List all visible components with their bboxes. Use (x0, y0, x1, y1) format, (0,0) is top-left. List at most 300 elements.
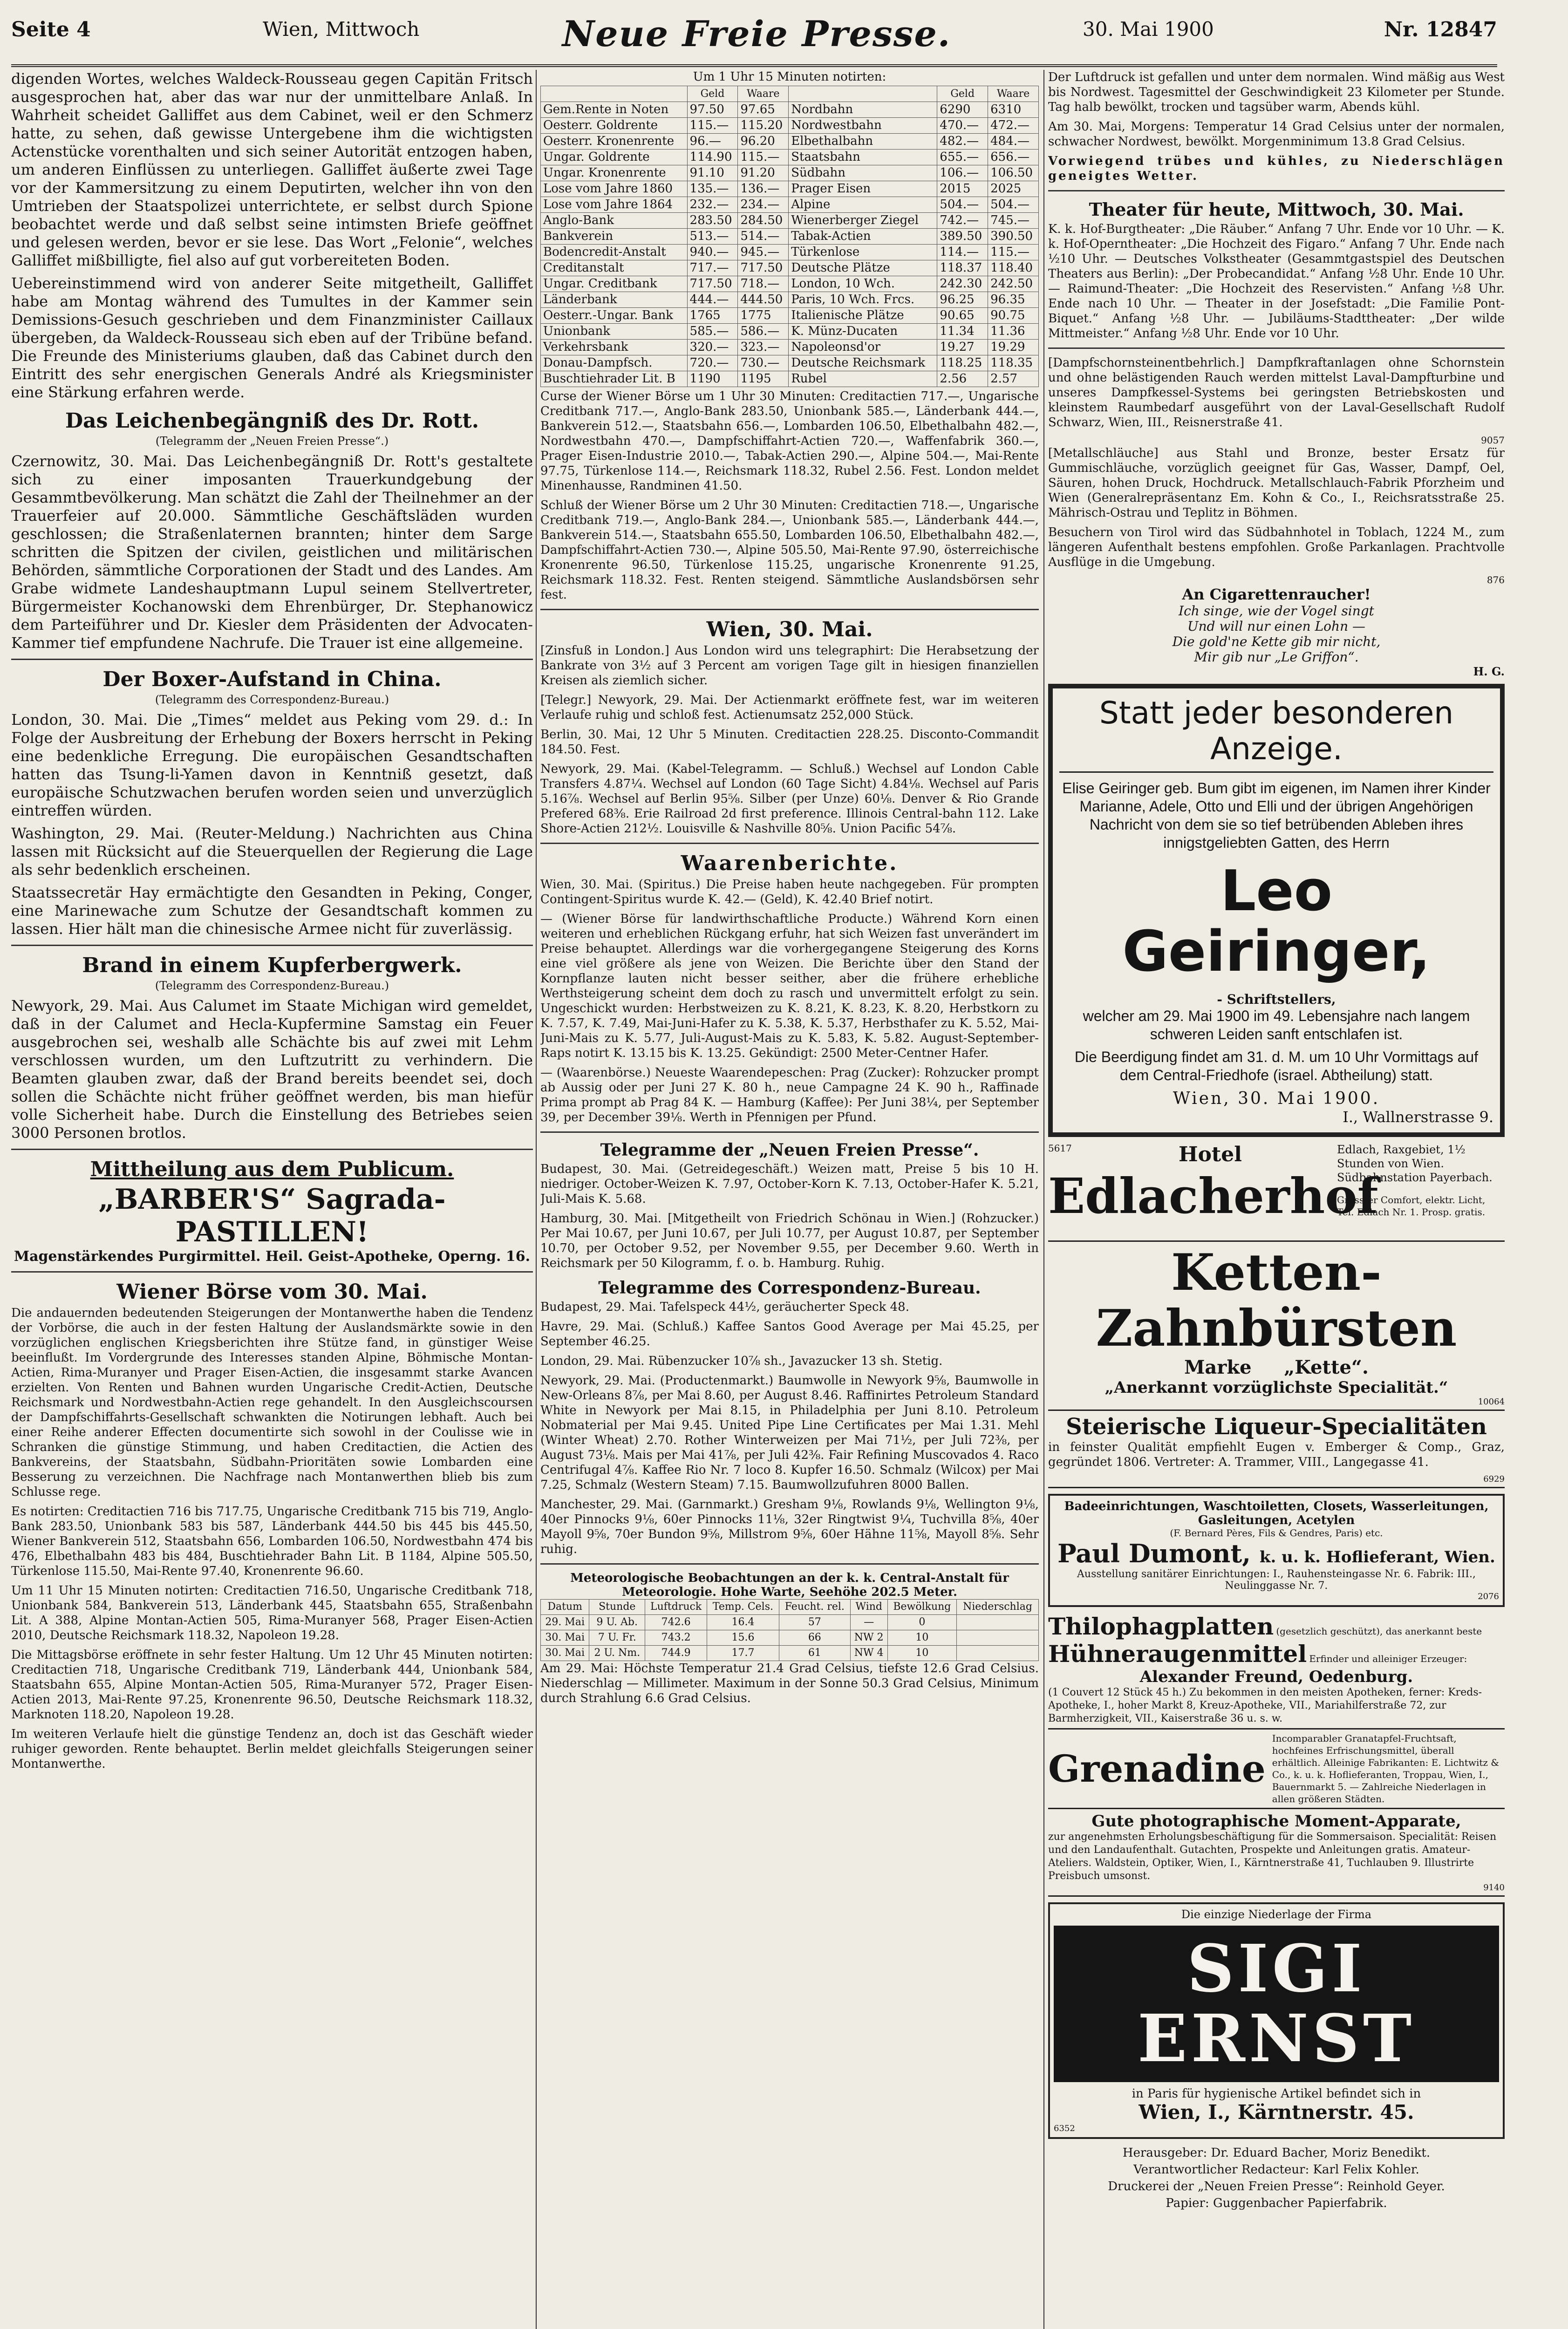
quote-cell: 730.— (738, 355, 789, 371)
article-paragraph: digenden Wortes, welches Waldeck-Rousseau gegen Capitän Fritsch ausgesprochen hat, aber das war nur der unmittelbare Anlaß. In Wahrheit scheidet Galliffet aus dem Cabinet, weil er den Schmerz hatte, zu sehen, daß gewisse Untergebene ihm die wichtigsten Actenstücke vorenthalten und sich seiner Autorität entzogen haben, um anderen Einflüssen zu unterliegen. Galliffet äußerte zwei Tage vor der Kammersitzung zu einem Deputirten, welcher ihn von den Umtrieben der Staatspolizei unterrichtete, er selbst durch Spione beobachtet werde und daß selbst seine intimsten Briefe geöffnet und gelesen werden, bevor er sie lese. Das Wort „Felonie“, welches Galliffet mißbilligte, fiel also auf gut vorbereiteten Boden. (11, 70, 533, 269)
headline: Telegramme des Correspondenz-Bureau. (598, 1278, 981, 1298)
quote-cell: 11.34 (937, 324, 988, 340)
quote-cell: Lose vom Jahre 1860 (541, 181, 688, 197)
article-paragraph: Uebereinstimmend wird von anderer Seite mitgetheilt, Galliffet habe am Montag während des Tumultes in der Kammer sein Demissions-Gesuch geschrieben und dem Finanzminister Caillaux übergeben, da Waldeck-Rousseau sich eben auf der Tribüne befand. Die Freunde des Ministeriums glauben, daß das Cabinet durch den Eintritt des sehr energischen Generals André als Kriegsminister eine Stärkung erfahren werde. (11, 274, 533, 401)
weather-cell (956, 1615, 1038, 1630)
quote-cell: 91.20 (738, 165, 789, 181)
thilo-maker: Alexander Freund, Oedenburg. (1139, 1668, 1413, 1686)
quote-cell: 118.35 (988, 355, 1039, 371)
thilo-ad (1048, 1613, 1505, 1730)
divider (540, 1563, 1039, 1565)
article-paragraph: Wien, 30. Mai. (Spiritus.) Die Preise haben heute nachgegeben. Für prompten Contingent-Spiritus wurde K. 42.— (Geld), K. 42.40 Brief notirt. (540, 878, 1039, 906)
quote-cell: 6310 (988, 102, 1039, 118)
thilo-product: Hühneraugenmittel (1048, 1640, 1307, 1668)
dumont-name: Paul Dumont, (1057, 1539, 1251, 1568)
quote-cell: 96.25 (937, 292, 988, 308)
toothbrush-marke: Marke (1184, 1356, 1252, 1378)
weather-table (540, 1599, 1039, 1661)
imprint-line: Verantwortlicher Redacteur: Karl Felix Kohler. (1133, 2163, 1419, 2177)
column-1 (11, 70, 533, 2329)
quote-cell: 118.37 (937, 260, 988, 276)
weather-header-cell: Wind (850, 1600, 887, 1615)
article-paragraph: Washington, 29. Mai. (Reuter-Meldung.) Nachrichten aus China lassen mit Rücksicht auf die Steuerquellen der Regierung die Lage als sehr bedenklich erscheinen. (11, 824, 533, 878)
headline: Brand in einem Kupferbergwerk. (82, 953, 462, 977)
grenadine-text: Incomparabler Granatapfel-Fruchtsaft, hochfeines Erfrischungsmittel, überall erhältlich. Alleinige Fabrikanten: E. Lichtwitz & Co., k. u. k. Hoflieferanten, Troppau, Wien, I., Bauernmarkt 5. — Zahlreiche Niederlagen in allen größeren Städten. (1272, 1733, 1500, 1805)
quote-cell: 114.— (937, 245, 988, 260)
quote-cell: 745.— (988, 213, 1039, 229)
weather-cell: 0 (887, 1615, 956, 1630)
article-paragraph: Staatssecretär Hay ermächtigte den Gesandten in Peking, Conger, eine Marinewache zum Schutze der Gesandtschaft kommen zu lassen. Hier hält man die chinesische Armee nicht für zuverlässig. (11, 884, 533, 938)
article-paragraph: Budapest, 29. Mai. Tafelspeck 44½, geräucherter Speck 48. (540, 1300, 909, 1314)
section-heading: Wiener Börse vom 30. Mai. (116, 1280, 428, 1304)
ad-number: 6352 (1054, 2124, 1075, 2133)
weather-heading: Meteorologische Beobachtungen an der k. k. Central-Anstalt für Meteorologie. Hohe Warte, Seehöhe 202.5 Meter. (570, 1571, 1009, 1599)
quote-cell: 586.— (738, 324, 789, 340)
death-notice (1048, 684, 1505, 1137)
photo-heading: Gute photographische Moment-Apparate, (1091, 1812, 1461, 1831)
quote-row (541, 197, 1039, 213)
quote-cell: Ungar. Goldrente (541, 150, 688, 165)
article-paragraph: [Telegr.] Newyork, 29. Mai. Der Actienmarkt eröffnete fest, war im weiteren Verlaufe ruhig und schloß fest. Actienumsatz 252,000 Stück. (540, 693, 1039, 722)
quote-cell: 96.20 (738, 134, 789, 150)
hotel-location: Edlach, Raxgebiet, 1½ Stunden von Wien. Südbahnstation Payerbach. (1337, 1143, 1493, 1184)
quote-cell: 19.27 (937, 340, 988, 355)
article-paragraph: Die andauernden bedeutenden Steigerungen der Montanwerthe haben die Tendenz der Vorbörse, die auch in der festen Haltung der Auslandsmärkte sowie in den vorzüglichen englischen Kriegsberichten ihre Stütze fand, in günstiger Weise beeinflußt. Im Vordergrunde des Interesses standen Alpine, Böhmische Montan-Actien, Rima-Muranyer und Prager Eisen-Actien, die insgesammt starke Avancen erzielten. Von Renten und Bahnen wurden Ungarische Credit-Actien, Deutsche Reichsmark und Nordwestbahn-Actien rege gehandelt. In den Ausgleichscoursen der Dampfschiffahrts-Gesellschaft schwankten die Notirungen lebhaft. Auch bei einer Reihe anderer Effecten documentirte sich sowohl in der Coulisse wie in Schranken die günstige Stimmung, und haben Creditactien, die Actien des Bankvereins, der Staatsbahn, Südbahn-Prioritäten sowie Lombarden eine Besserung zu verzeichnen. Die Nachfrage nach Montanwerthen blieb bis zum Schlusse rege. (11, 1306, 533, 1499)
quote-cell: 106.— (937, 165, 988, 181)
quote-cell: 115.— (687, 118, 738, 134)
quote-cell: Donau-Dampfsch. (541, 355, 688, 371)
quote-cell: Tabak-Actien (789, 229, 937, 245)
quote-cell: 91.10 (687, 165, 738, 181)
quote-cell: 106.50 (988, 165, 1039, 181)
quote-cell: 444.50 (738, 292, 789, 308)
article-paragraph: — (Wiener Börse für landwirthschaftliche Producte.) Während Korn einen weiteren und erheblichen Rückgang erfuhr, hat sich Weizen fast unverändert im Preise behauptet. Allerdings war die vorhergegangene Steigerung des Korns eine viel größere als jene von Weizen. Die Berichte über den Stand der Kornpflanze lauten nicht besser seither, aber die frühere erhebliche Werthsteigerung scheint dem doch zu rasch und unvermittelt erfolgt zu sein. Ungeschickt wurden: Herbstweizen zu K. 8.21, K. 8.23, K. 8.20, Herbstkorn zu K. 7.57, K. 7.49, Mai-Juni-Hafer zu K. 5.38, K. 5.37, Herbsthafer zu K. 5.52, Mai-Juni-Mais zu K. 5.77, Juli-August-Mais zu K. 5.83, K. 5.82. August-September-Raps notirt K. 13.15 bis K. 13.25. Gekündigt: 2500 Meter-Centner Hafer. (540, 912, 1039, 1060)
weather-header-cell: Luftdruck (645, 1600, 707, 1615)
weather-header-cell: Bewölkung (887, 1600, 956, 1615)
divider (11, 945, 533, 946)
quote-row (541, 229, 1039, 245)
quote-cell: Napoleonsd'or (789, 340, 937, 355)
quote-row (541, 102, 1039, 118)
article-paragraph: Es notirten: Creditactien 716 bis 717.75, Ungarische Creditbank 715 bis 719, Anglo-Bank 283.50, Unionbank 583 bis 587, Länderbank 444.50 bis 445 bis 445.50, Wiener Bankverein 512, Staatsbahn 656, Lombarden 106.50, Nordwestbahn 474 bis 476, Elbethalbahn 483 bis 484, Buschtiehrader Bahn Lit. B 1184, Alpine 505.50, Türkenlose 115.50, Mai-Rente 97.40, Kronenrente 96.60. (11, 1505, 533, 1578)
quote-row (541, 355, 1039, 371)
article-paragraph: Newyork, 29. Mai. (Productenmarkt.) Baumwolle in Newyork 9⅝, Baumwolle in New-Orleans 8⅞, per Mai 8.60, per August 8.46. Raffinirtes Petroleum Standard White in Newyork per Mai 8.15, in Philadelphia per Juni 8.10. Petroleum Nobmaterial per Mai 9.45. United Pipe Line Certificates per Mai 1.31. Mehl (Winter Wheat) 2.70. Rother Winterweizen per Mai 71½, per Juli 72⅜, per August 73⅛. Mais per Mai 41⅞, per Juli 42⅜. Fair Refining Muscovados 4. Raco Centrifugal 4⅞. Kaffee Rio Nr. 7 loco 8. Kupfer 16.50. Schmalz (Wilcox) per Mai 7.25, Schmalz (Western Steam) 7.15. Baumwollzufuhren 8000 Ballen. (540, 1374, 1039, 1492)
dumont-ad (1048, 1494, 1505, 1607)
weather-cell: 742.6 (645, 1615, 707, 1630)
divider (540, 1131, 1039, 1133)
article-paragraph: Newyork, 29. Mai. Aus Calumet im Staate Michigan wird gemeldet, daß in der Calumet and Hecla-Kupfermine Samstag ein Feuer ausgebrochen sei, weshalb alle Schächte bis auf zwei mit Lehm verschlossen wurden, um den Luftzutritt zu verhindern. Die Beamten glauben zwar, daß der Brand bereits beendet sei, doch sollen die Schächte nicht früher geöffnet werden, bis man hiefür volle Sicherheit habe. Durch die Einstellung des Betriebes seien 3000 Personen brotlos. (11, 997, 533, 1142)
quote-row (541, 340, 1039, 355)
quote-cell: 655.— (937, 150, 988, 165)
quote-row (541, 260, 1039, 276)
article-paragraph: London, 29. Mai. Rübenzucker 10⅞ sh., Javazucker 13 sh. Stetig. (540, 1354, 943, 1368)
quote-cell: 717.50 (738, 260, 789, 276)
quote-cell: 135.— (687, 181, 738, 197)
weather-row (541, 1646, 1039, 1661)
weather-header-cell: Feucht. rel. (779, 1600, 850, 1615)
deceased-name: Leo Geiringer, (1122, 859, 1431, 984)
weather-forecast: Vorwiegend trübes und kühles, zu Niederschlägen geneigtes Wetter. (1048, 154, 1505, 183)
quote-cell: London, 10 Wch. (789, 276, 937, 292)
quote-cell: Lose vom Jahre 1864 (541, 197, 688, 213)
quote-cell: Türkenlose (789, 245, 937, 260)
quote-cell: 504.— (988, 197, 1039, 213)
hotel-info: Grösster Comfort, elektr. Licht, Tel. Edlach Nr. 1. Prosp. gratis. (1337, 1194, 1486, 1218)
weather-cell: 15.6 (707, 1630, 779, 1646)
quote-header-cell: Geld (687, 86, 738, 102)
weather-cell (956, 1630, 1038, 1646)
article-paragraph: Berlin, 30. Mai, 12 Uhr 5 Minuten. Creditactien 228.25. Disconto-Commandit 184.50. Fest. (540, 728, 1039, 756)
ad-number: 876 (1486, 574, 1505, 586)
quote-cell: K. Münz-Ducaten (789, 324, 937, 340)
weather-header-cell: Temp. Cels. (707, 1600, 779, 1615)
weather-cell: 30. Mai (541, 1630, 589, 1646)
quote-cell: 232.— (687, 197, 738, 213)
dateline: (Telegramm der „Neuen Freien Presse“.) (155, 435, 389, 448)
quote-cell: 717.50 (687, 276, 738, 292)
ad-number: 10064 (1478, 1397, 1505, 1407)
weather-row (541, 1630, 1039, 1646)
quote-cell: 242.30 (937, 276, 988, 292)
toothbrush-brand: Ketten-Zahnbürsten (1096, 1243, 1457, 1358)
quote-cell: 90.65 (937, 308, 988, 324)
quote-cell: Elbethalbahn (789, 134, 937, 150)
quote-cell: Creditanstalt (541, 260, 688, 276)
article-paragraph: Um 11 Uhr 15 Minuten notirten: Creditactien 716.50, Ungarische Creditbank 718, Unionbank 584, Bankverein 513, Länderbank 445, Staatsbahn 655, Straßenbahn Lit. A 388, Alpine Montan-Actien 505, Rima-Muranyer 568, Prager Eisen-Actien 2010, Deutsche Reichsmark 118.32, Napoleon 19.28. (11, 1584, 533, 1642)
toothbrush-slogan: „Anerkannt vorzüglichste Specialität.“ (1104, 1378, 1448, 1397)
imprint-line: Herausgeber: Dr. Eduard Bacher, Moriz Benedikt. (1122, 2146, 1431, 2160)
quote-cell: 115.20 (738, 118, 789, 134)
dateline: (Telegramm des Correspondenz-Bureau.) (155, 693, 389, 706)
quote-cell: 514.— (738, 229, 789, 245)
quote-cell: 6290 (937, 102, 988, 118)
quote-cell: 97.65 (738, 102, 789, 118)
death-notice-address: I., Wallnerstrasse 9. (1343, 1108, 1493, 1126)
quote-cell: 2.57 (988, 371, 1039, 387)
masthead: Neue Freie Presse. (562, 13, 951, 54)
quote-cell: Rubel (789, 371, 937, 387)
hotel-name: Edlacherhof (1048, 1167, 1378, 1225)
weather-cell: 7 U. Fr. (589, 1630, 645, 1646)
column-rule (536, 70, 537, 2329)
hotel-ad (1048, 1143, 1505, 1236)
dumont-heading: Badeeinrichtungen, Waschtoiletten, Closets, Wasserleitungen, Gasleitungen, Acetylen (1064, 1499, 1489, 1527)
quote-cell: Prager Eisen (789, 181, 937, 197)
weather-cell: — (850, 1615, 887, 1630)
quote-cell: Nordwestbahn (789, 118, 937, 134)
article-paragraph: Newyork, 29. Mai. (Kabel-Telegramm. — Schluß.) Wechsel auf London Cable Transfers 4.87¼. Wechsel auf London (60 Tage Sicht) 4.84⅛. Wechsel auf Paris 5.16⅞. Wechsel auf Berlin 95⅝. Silber (per Unze) 60⅛. Denver & Rio Grande Prefered 68⅜. Erie Railroad 2d first preference. Illinois Central-bahn 112. Lake Shore-Actien 212½. Louisville & Nashville 80⅝. Union Pacific 54⅞. (540, 762, 1039, 836)
quote-cell: 470.— (937, 118, 988, 134)
quote-row (541, 276, 1039, 292)
dumont-address: Ausstellung sanitärer Einrichtungen: I., Rauhensteingasse Nr. 6. Fabrik: III., Neulinggasse Nr. 7. (1077, 1568, 1476, 1592)
quote-cell: 656.— (988, 150, 1039, 165)
quote-cell: 2025 (988, 181, 1039, 197)
poem (1048, 586, 1505, 678)
column-rule (1043, 70, 1044, 2329)
article-paragraph: [Zinsfuß in London.] Aus London wird uns telegraphirt: Die Herabsetzung der Bankrate von 3½ auf 3 Percent am vorigen Tage gilt in hiesigen finanziellen Kreisen als ziemlich sicher. (540, 644, 1039, 688)
poem-line: Und will nur einen Lohn — (1187, 619, 1366, 634)
quote-cell: 234.— (738, 197, 789, 213)
weather-header-cell: Datum (541, 1600, 589, 1615)
quote-cell: Länderbank (541, 292, 688, 308)
weather-cell: NW 2 (850, 1630, 887, 1646)
quote-cell: 1190 (687, 371, 738, 387)
weather-header-cell: Niederschlag (956, 1600, 1038, 1615)
quote-header-cell (541, 86, 688, 102)
weather-cell: 61 (779, 1646, 850, 1661)
weather-cell: 9 U. Ab. (589, 1615, 645, 1630)
quote-cell: Nordbahn (789, 102, 937, 118)
column-3 (1048, 70, 1505, 2329)
quote-cell: Verkehrsbank (541, 340, 688, 355)
poem-line: Mir gib nur „Le Griffon“. (1194, 649, 1359, 665)
imprint-line: Papier: Guggenbacher Papierfabrik. (1166, 2196, 1387, 2210)
quote-header-cell: Geld (937, 86, 988, 102)
weather-row (541, 1615, 1039, 1630)
weather-cell: 10 (887, 1646, 956, 1661)
ad-number: 2076 (1478, 1592, 1499, 1601)
quote-cell: 2.56 (937, 371, 988, 387)
quote-header-cell (789, 86, 937, 102)
quote-row (541, 308, 1039, 324)
death-notice-text: Die Beerdigung findet am 31. d. M. um 10 Uhr Vormittags auf dem Central-Friedhofe (israel. Abtheilung) statt. (1074, 1049, 1479, 1083)
divider (1048, 347, 1505, 349)
quote-cell: 482.— (937, 134, 988, 150)
weather-cell: 57 (779, 1615, 850, 1630)
sigi-address: Wien, I., Kärntnerstr. 45. (1139, 2101, 1414, 2124)
toothbrush-kette: „Kette“. (1284, 1356, 1369, 1378)
thilo-brand: Thilophagplatten (1048, 1613, 1274, 1640)
quote-cell: Deutsche Reichsmark (789, 355, 937, 371)
quote-title: Um 1 Uhr 15 Minuten notirten: (693, 70, 886, 84)
thilo-note: (gesetzlich geschützt), das anerkannt beste (1276, 1626, 1482, 1637)
weather-cell: 743.2 (645, 1630, 707, 1646)
deceased-role: - Schriftstellers, (1217, 992, 1336, 1007)
classified-ad: Besuchern von Tirol wird das Südbahnhotel in Toblach, 1224 M., zum längeren Aufenthalt bestens empfohlen. Große Parkanlagen. Prachtvolle Ausflüge in die Umgebung. (1048, 525, 1505, 569)
weather-cell: 744.9 (645, 1646, 707, 1661)
quote-cell: 118.40 (988, 260, 1039, 276)
quote-cell: 115.— (738, 150, 789, 165)
headline: Das Leichenbegängniß des Dr. Rott. (65, 409, 479, 433)
quote-cell: 390.50 (988, 229, 1039, 245)
divider (1048, 190, 1505, 191)
photo-text: zur angenehmsten Erholungsbeschäftigung für die Sommersaison. Specialität: Reisen und den Landaufenthalt. Gutachten, Prospekte und Anleitungen gratis. Amateur-Ateliers. Waldstein, Optiker, Wien, I., Kärntnerstraße 41, Tuchlauben 9. Illustrirte Preisbuch umsonst. (1048, 1831, 1497, 1882)
theater-heading: Theater für heute, Mittwoch, 30. Mai. (1089, 199, 1464, 220)
quote-cell: 472.— (988, 118, 1039, 134)
poem-line: Ich singe, wie der Vogel singt (1179, 603, 1374, 619)
quote-cell: Oesterr. Goldrente (541, 118, 688, 134)
sigi-text: in Paris für hygienische Artikel befindet sich in (1132, 2087, 1421, 2101)
dumont-title: k. u. k. Hoflieferant, Wien. (1259, 1548, 1495, 1566)
quote-header-cell: Waare (988, 86, 1039, 102)
headline: Wien, 30. Mai. (706, 618, 873, 641)
quote-cell: 945.— (738, 245, 789, 260)
article-paragraph: Havre, 29. Mai. (Schluß.) Kaffee Santos Good Average per Mai 45.25, per September 46.25. (540, 1320, 1039, 1348)
quote-cell: 389.50 (937, 229, 988, 245)
issue-date: 30. Mai 1900 (1083, 18, 1214, 41)
liqueur-ad (1048, 1411, 1505, 1488)
quote-row (541, 292, 1039, 308)
liqueur-text: in feinster Qualität empfiehlt Eugen v. Emberger & Comp., Graz, gegründet 1806. Vertreter: A. Trammer, VIII., Langegasse 41. (1048, 1440, 1505, 1469)
thilo-note: Erfinder und alleiniger Erzeuger: (1309, 1653, 1467, 1664)
quote-row (541, 324, 1039, 340)
quote-cell: 504.— (937, 197, 988, 213)
page-header (11, 13, 1497, 67)
dateline: (Telegramm des Correspondenz-Bureau.) (155, 979, 389, 992)
divider (540, 609, 1039, 610)
death-notice-text: welcher am 29. Mai 1900 im 49. Lebensjahre nach langem schweren Leiden sanft entschlafen ist. (1083, 1008, 1470, 1042)
quote-table (540, 86, 1039, 387)
barber-ad-title: „BARBER'S“ Sagrada- PASTILLEN! (98, 1183, 446, 1248)
article-paragraph: Curse der Wiener Börse um 1 Uhr 30 Minuten: Creditactien 717.—, Ungarische Creditbank 717.—, Anglo-Bank 283.50, Unionbank 585.—, Länderbank 444.—, Bankverein 512.—, Staatsbahn 656.—, Lombarden 106.50, Elbethalbahn 482.—, Nordwestbahn 470.—, Dampfschiffahrt-Actien 720.—, Waffenfabrik 360.—, Prager Eisen-Industrie 2010.—, Tabak-Actien 290.—, Alpine 504.—, Mai-Rente 97.75, Türkenlose 114.—, Reichsmark 118.32, Rubel 2.56. Fest. London meldet Minenhausse, Randminen 41.50. (540, 389, 1039, 493)
quote-cell: Südbahn (789, 165, 937, 181)
headline: Telegramme der „Neuen Freien Presse“. (600, 1140, 979, 1160)
article-paragraph: London, 30. Mai. Die „Times“ meldet aus Peking vom 29. d.: In Folge der Ausbreitung der Erhebung der Boxers herrscht in Peking eine bedenkliche Erregung. Die europäischen Gesandtschaften hatten das Tsung-li-Yamen davon in Kenntniß gesetzt, daß europäische Schutzwachen berufen worden seien und unverzüglich eintreffen würden. (11, 711, 533, 819)
article-paragraph: Manchester, 29. Mai. (Garnmarkt.) Gresham 9⅛, Rowlands 9⅛, Wellington 9⅛, 40er Pinnocks 9⅛, 60er Pinnocks 11⅛, 32er Ringtwist 9¼, Tuchvilla 8⅝, 40er Mayoll 9⅝, 70er Bundon 9⅝, Millstrom 9⅝, 60er Hähne 11⅝, Mayoll 8⅝. Sehr ruhig. (540, 1498, 1039, 1556)
weather-cell: 2 U. Nm. (589, 1646, 645, 1661)
quote-cell: 114.90 (687, 150, 738, 165)
quote-header-cell: Waare (738, 86, 789, 102)
quote-cell: Unionbank (541, 324, 688, 340)
quote-row (541, 181, 1039, 197)
grenadine-brand: Grenadine (1048, 1747, 1266, 1791)
classified-ad: [Dampfschornsteinentbehrlich.] Dampfkraftanlagen ohne Schornstein und ohne belästigenden Rauch werden mittelst Laval-Dampfturbine und unseres Dampfkessel-Systems bei geringsten Betriebskosten und kleinstem Raumbedarf ausgeführt von der Laval-Gesellschaft Rudolf Schwarz, Wien, III., Reisnerstraße 41. (1048, 356, 1505, 429)
column-2 (540, 70, 1039, 2329)
quote-cell: 283.50 (687, 213, 738, 229)
quote-cell: Oesterr.-Ungar. Bank (541, 308, 688, 324)
quote-cell: 940.— (687, 245, 738, 260)
weekday-date: Wien, Mittwoch (263, 18, 420, 41)
weather-cell (956, 1646, 1038, 1661)
quote-cell: Wienerberger Ziegel (789, 213, 937, 229)
quote-cell: Anglo-Bank (541, 213, 688, 229)
quote-cell: 320.— (687, 340, 738, 355)
quote-cell: Gem.Rente in Noten (541, 102, 688, 118)
quote-cell: 513.— (687, 229, 738, 245)
poem-line: Die gold'ne Kette gib mir nicht, (1172, 634, 1381, 649)
quote-row (541, 245, 1039, 260)
article-paragraph: — (Waarenbörse.) Neueste Waarendepeschen: Prag (Zucker): Rohzucker prompt ab Aussig oder per Juni 27 K. 80 h., neue Campagne 24 K. 90 h., Raffinade Prima prompt ab Prag 84 K. — Hamburg (Kaffee): Per Juni 38¼, per September 39, per December 39⅛. Werth in Pfennigen per Pfund. (540, 1066, 1039, 1124)
sigi-ernst-ad (1048, 1902, 1505, 2139)
ad-number: 9140 (1483, 1883, 1505, 1893)
article-paragraph: Hamburg, 30. Mai. [Mitgetheilt von Friedrich Schönau in Wien.] (Rohzucker.) Per Mai 10.67, per Juni 10.67, per Juli 10.77, per August 10.87, per September 10.70, per October 9.52, per November 9.55, per December 9.60. Werth in Reichsmark per 50 Kilogramm, f. o. b. Hamburg. Ruhig. (540, 1212, 1039, 1270)
divider (540, 843, 1039, 844)
quote-cell: Buschtiehrader Lit. B (541, 371, 688, 387)
poem-signature: H. G. (1473, 665, 1505, 678)
page-number: Seite 4 (11, 18, 91, 41)
quote-cell: 242.50 (988, 276, 1039, 292)
article-paragraph: Am 29. Mai: Höchste Temperatur 21.4 Grad Celsius, tiefste 12.6 Grad Celsius. Niederschlag — Millimeter. Maximum in der Sonne 50.3 Grad Celsius, Minimum durch Strahlung 6.6 Grad Celsius. (540, 1662, 1039, 1705)
divider (11, 659, 533, 660)
barber-ad-text: Magenstärkendes Purgirmittel. Heil. Geist-Apotheke, Operng. 16. (14, 1248, 531, 1265)
grenadine-ad (1048, 1730, 1505, 1809)
quote-cell: Italienische Plätze (789, 308, 937, 324)
thilo-text: (1 Couvert 12 Stück 45 h.) Zu bekommen in den meisten Apotheken, ferner: Kreds-Apotheke, I., hoher Markt 8, Kreuz-Apotheke, VII., Mariahilferstraße 72, zur Barmherzigkeit, VII., Kaiserstraße 36 u. s. w. (1048, 1687, 1482, 1724)
weather-cell: 66 (779, 1630, 850, 1646)
quote-cell: 284.50 (738, 213, 789, 229)
quote-cell: 484.— (988, 134, 1039, 150)
article-paragraph: Schluß der Wiener Börse um 2 Uhr 30 Minuten: Creditactien 718.—, Ungarische Creditbank 719.—, Anglo-Bank 284.—, Unionbank 585.—, Länderbank 444.—, Bankverein 514.—, Staatsbahn 655.50, Lombarden 106.50, Elbethalbahn 482.—, Dampfschiffahrt-Actien 730.—, Alpine 505.50, Mai-Rente 97.90, österreichische Kronenrente 96.50, Türkenlose 115.25, ungarische Kronenrente 91.25, Reichsmark 118.32. Fest. Renten steigend. Sämmtliche Auslandsbörsen sehr fest. (540, 498, 1039, 602)
quote-cell: 720.— (687, 355, 738, 371)
imprint-line: Druckerei der „Neuen Freien Presse“: Reinhold Geyer. (1108, 2179, 1445, 2193)
quote-cell: 96.35 (988, 292, 1039, 308)
dumont-subheading: (F. Bernard Pères, Fils & Gendres, Paris) etc. (1170, 1527, 1383, 1539)
section-heading: Waarenberichte. (681, 851, 899, 875)
theater-listing: K. k. Hof-Burgtheater: „Die Räuber.“ Anfang 7 Uhr. Ende vor 10 Uhr. — K. k. Hof-Operntheater: „Die Hochzeit des Figaro.“ Anfang 7 Uhr. Ende nach ½10 Uhr. — Deutsches Volkstheater (Gesammtgastspiel des Deutschen Theaters aus Berlin): „Der Probecandidat.“ Anfang ½8 Uhr. Ende 10 Uhr. — Raimund-Theater: „Die Hochzeit des Reservisten.“ Anfang ½8 Uhr. Ende nach 10 Uhr. — Theater in der Josefstadt: „Die Familie Pont-Biquet.“ Anfang ½8 Uhr. — Jubiläums-Stadttheater: „Der wilde Mittmeister.“ Anfang ½8 Uhr. Ende vor 10 Uhr. (1048, 222, 1505, 340)
quote-cell: 97.50 (687, 102, 738, 118)
quote-cell: Alpine (789, 197, 937, 213)
weather-cell: 16.4 (707, 1615, 779, 1630)
quote-row (541, 134, 1039, 150)
quote-cell: 323.— (738, 340, 789, 355)
quote-row (541, 371, 1039, 387)
issue-number: Nr. 12847 (1384, 18, 1497, 41)
sigi-name: SIGI ERNST (1054, 1926, 1499, 2082)
toothbrush-ad (1048, 1240, 1505, 1411)
quote-cell: 118.25 (937, 355, 988, 371)
death-notice-text: Elise Geiringer geb. Bum gibt im eigenen, im Namen ihrer Kinder Marianne, Adele, Otto und Elli und der übrigen Angehörigen Nachricht von dem sie so tief betrübenden Ableben ihres innigstgeliebten Gatten, des Herrn (1062, 780, 1491, 851)
quote-cell: 742.— (937, 213, 988, 229)
headline: Der Boxer-Aufstand in China. (102, 667, 442, 691)
quote-cell: 19.29 (988, 340, 1039, 355)
quote-cell: Ungar. Kronenrente (541, 165, 688, 181)
imprint (1048, 2145, 1505, 2212)
quote-cell: Bankverein (541, 229, 688, 245)
article-paragraph: Im weiteren Verlaufe hielt die günstige Tendenz an, doch ist das Geschäft wieder ruhiger geworden. Rente behauptet. Berlin meldet gleichfalls Steigerungen seiner Montanwerthe. (11, 1727, 533, 1771)
quote-cell: 1765 (687, 308, 738, 324)
ad-number: 9057 (1481, 435, 1505, 446)
weather-cell: 30. Mai (541, 1646, 589, 1661)
quote-cell: Deutsche Plätze (789, 260, 937, 276)
quote-cell: 11.36 (988, 324, 1039, 340)
quote-row (541, 150, 1039, 165)
sigi-heading: Die einzige Niederlage der Firma (1181, 1908, 1372, 1921)
article-paragraph: Budapest, 30. Mai. (Getreidegeschäft.) Weizen matt, Preise 5 bis 10 H. niedriger. October-Weizen K. 7.97, October-Korn K. 7.13, October-Hafer K. 5.21, Juli-Mais K. 5.68. (540, 1162, 1039, 1206)
poem-title: An Cigarettenraucher! (1182, 586, 1371, 603)
article-paragraph: Czernowitz, 30. Mai. Das Leichenbegängniß Dr. Rott's gestaltete sich zu einer imposanten Trauerkundgebung der Gesammtbevölkerung. Man schätzt die Zahl der Theilnehmer an der Trauerfeier auf 20.000. Sämmtliche Geschäftsläden wurden geschlossen; die Straßenlaternen brannten; hinter dem Sarge schritten die Spitzen der civilen, geistlichen und militärischen Behörden, sämmtliche Corporationen der Stadt und des Landes. Am Grabe widmete Landeshauptmann Lupul seinem Stellvertreter, Bürgermeister Kochanowski dem Ehrenbürger, Dr. Stephanowicz dem Parteiführer und Dr. Kiesler dem Präsidenten der Advocaten-Kammer tief empfundene Nachrufe. Die Trauer ist eine allgemeine. (11, 452, 533, 652)
quote-cell: 585.— (687, 324, 738, 340)
hotel-label: Hotel (1179, 1143, 1242, 1166)
photo-ad (1048, 1809, 1505, 1897)
liqueur-heading: Steierische Liqueur-Specialitäten (1066, 1414, 1487, 1440)
quote-cell: Staatsbahn (789, 150, 937, 165)
article-paragraph: Die Mittagsbörse eröffnete in sehr fester Haltung. Um 12 Uhr 45 Minuten notirten: Creditactien 718, Ungarische Creditbank 719, Länderbank 444, Unionbank 584, Staatsbahn 655, Alpine Montan-Actien 505, Rima-Muranyer 572, Prager Eisen-Actien 2013, Mai-Rente 97.25, Kronenrente 96.50, Deutsche Reichsmark 118.32, Marknoten 118.20, Napoleon 19.28. (11, 1648, 533, 1722)
quote-cell: 718.— (738, 276, 789, 292)
ad-number: 5617 (1048, 1143, 1072, 1154)
weather-cell: 17.7 (707, 1646, 779, 1661)
quote-cell: 1775 (738, 308, 789, 324)
quote-cell: 115.— (988, 245, 1039, 260)
ad-number: 6929 (1483, 1474, 1505, 1484)
weather-header-cell: Stunde (589, 1600, 645, 1615)
quote-cell: 90.75 (988, 308, 1039, 324)
divider (11, 1271, 533, 1273)
barber-ad (11, 1183, 533, 1265)
quote-cell: 1195 (738, 371, 789, 387)
death-notice-heading: Statt jeder besonderen Anzeige. (1059, 695, 1493, 773)
classified-ad: [Metallschläuche] aus Stahl und Bronze, bester Ersatz für Gummischläuche, vorzüglich geeignet für Gas, Wasser, Dampf, Oel, Säuren, hohen Druck, Hochdruck. Metallschlauch-Fabrik Pforzheim und Wien (Generalrepräsentanz Em. Kohn & Co., I., Reichsratsstraße 25. Mährisch-Ostrau und Teplitz in Böhmen. (1048, 446, 1505, 520)
quote-row (541, 213, 1039, 229)
quote-cell: 444.— (687, 292, 738, 308)
quote-cell: 717.— (687, 260, 738, 276)
quote-cell: Paris, 10 Wch. Frcs. (789, 292, 937, 308)
quote-cell: 2015 (937, 181, 988, 197)
quote-row (541, 118, 1039, 134)
divider (11, 1149, 533, 1150)
weather-cell: 29. Mai (541, 1615, 589, 1630)
death-notice-place: Wien, 30. Mai 1900. (1173, 1089, 1380, 1108)
section-heading: Mittheilung aus dem Publicum. (90, 1158, 454, 1181)
